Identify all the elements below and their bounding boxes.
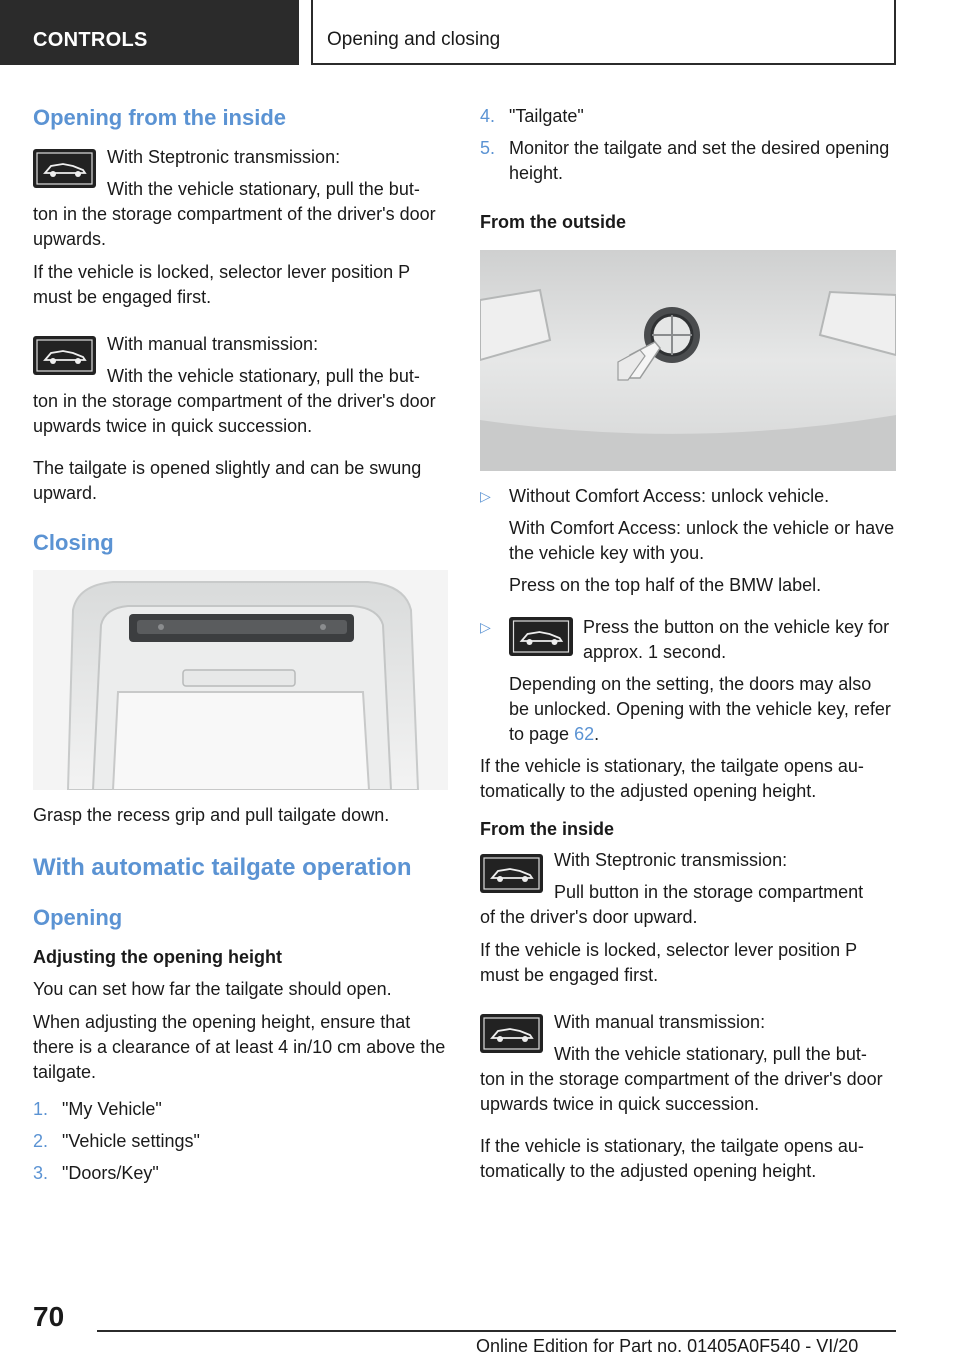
section-title: CONTROLS — [33, 29, 148, 51]
bullet1-text-b: With Comfort Access: unlock the vehicle or have the vehicle key with you. — [509, 518, 895, 563]
manual-text1: With the vehicle stationary, pull the but- — [107, 366, 420, 386]
heading-opening: Opening — [33, 905, 123, 930]
heading-outside: From the outside — [480, 212, 627, 232]
step-number: 2. — [33, 1131, 49, 1151]
list-item — [480, 136, 896, 186]
heading-inside-auto: From the inside — [480, 819, 615, 839]
list-item — [33, 1129, 448, 1154]
manual-block — [33, 332, 448, 439]
steptronic-text2-auto: of the driver's door upward. — [480, 907, 698, 927]
heading-opening-inside: Opening from the inside — [33, 105, 287, 130]
bullet2-text-b-pre: Depending on the setting, the doors may also be unlocked. Opening with the vehicle key, refer to page — [509, 674, 891, 744]
step-number: 1. — [33, 1099, 49, 1119]
manual-text2-auto: ton in the storage compartment of the driver's door upwards twice in quick succession. — [480, 1069, 883, 1114]
section-tab — [0, 0, 299, 65]
step-number: 5. — [480, 138, 496, 158]
steptronic-title-auto: With Steptronic transmission: — [554, 850, 788, 870]
heading-closing: Closing — [33, 530, 114, 555]
steps-list-continued — [480, 104, 896, 186]
car-key-icon — [33, 149, 96, 188]
left-column — [33, 100, 448, 1186]
step-text: "Vehicle settings" — [62, 1131, 200, 1151]
bmw-label-illustration — [480, 250, 896, 471]
car-key-icon — [480, 854, 543, 893]
outside-bullets — [480, 484, 896, 747]
car-key-icon — [480, 1014, 543, 1053]
list-item — [480, 484, 896, 598]
right-column — [480, 100, 896, 1184]
manual-title: With manual transmission: — [107, 334, 319, 354]
tailgate-grip-illustration — [33, 570, 448, 790]
closing-caption: Grasp the recess grip and pull tailgate down. — [33, 805, 390, 825]
heading-automatic: With automatic tailgate operation — [33, 854, 412, 881]
chapter-header — [311, 0, 896, 65]
step-text: "Doors/Key" — [62, 1163, 159, 1183]
step-text: "Tailgate" — [509, 106, 584, 126]
manual-block-auto — [480, 1010, 896, 1117]
car-key-icon — [509, 617, 573, 656]
page-ref-link[interactable]: 62 — [574, 724, 595, 744]
list-item — [33, 1161, 448, 1186]
steptronic-title: With Steptronic transmission: — [107, 147, 341, 167]
steptronic-block — [33, 145, 448, 252]
step-number: 4. — [480, 106, 496, 126]
step-text: Monitor the tailgate and set the desired opening height. — [509, 138, 890, 183]
stationary-note: If the vehicle is stationary, the tailgate opens au- tomatically to the adjusted opening height. — [480, 756, 864, 801]
stationary-note2: If the vehicle is stationary, the tailgate opens au- tomatically to the adjusted opening height. — [480, 1136, 864, 1181]
bullet1-text-c: Press on the top half of the BMW label. — [509, 575, 822, 595]
footer-divider — [97, 1330, 896, 1332]
locked-note-auto: If the vehicle is locked, selector lever position P must be engaged first. — [480, 940, 857, 985]
steptronic-text1-auto: Pull button in the storage compartment — [554, 882, 864, 902]
step-text: "My Vehicle" — [62, 1099, 162, 1119]
bullet2-text-b-post: . — [594, 724, 600, 744]
locked-note: If the vehicle is locked, selector lever position P must be engaged first. — [33, 262, 410, 307]
list-item — [480, 104, 896, 129]
steptronic-text2: ton in the storage compartment of the driver's door upwards. — [33, 204, 436, 249]
step-number: 3. — [33, 1163, 49, 1183]
steptronic-text1: With the vehicle stationary, pull the but- — [107, 179, 420, 199]
steps-list — [33, 1097, 448, 1186]
adjust-p2: When adjusting the opening height, ensure that there is a clearance of at least 4 in/10 cm above the tailgate. — [33, 1012, 446, 1082]
steptronic-block-auto — [480, 848, 896, 930]
chapter-title: Opening and closing — [327, 29, 501, 50]
list-item — [480, 615, 896, 747]
triangle-bullet-icon: ▷ — [480, 488, 491, 504]
manual-title-auto: With manual transmission: — [554, 1012, 766, 1032]
page-number: 70 — [33, 1301, 65, 1332]
adjust-p1: You can set how far the tailgate should open. — [33, 979, 392, 999]
opened-note: The tailgate is opened slightly and can be swung upward. — [33, 458, 422, 503]
bullet2-text-b — [509, 672, 896, 747]
heading-adjust: Adjusting the opening height — [33, 947, 282, 967]
list-item — [33, 1097, 448, 1122]
bullet1-text-a: Without Comfort Access: unlock vehicle. — [509, 486, 830, 506]
car-key-icon — [33, 336, 96, 375]
manual-text1-auto: With the vehicle stationary, pull the but- — [554, 1044, 867, 1064]
edition-note: Online Edition for Part no. 01405A0F540 - VI/20 — [476, 1336, 859, 1356]
triangle-bullet-icon: ▷ — [480, 619, 491, 635]
manual-text2: ton in the storage compartment of the driver's door upwards twice in quick succession. — [33, 391, 436, 436]
bullet2-text-a: Press the button on the vehicle key for approx. 1 second. — [583, 617, 890, 662]
